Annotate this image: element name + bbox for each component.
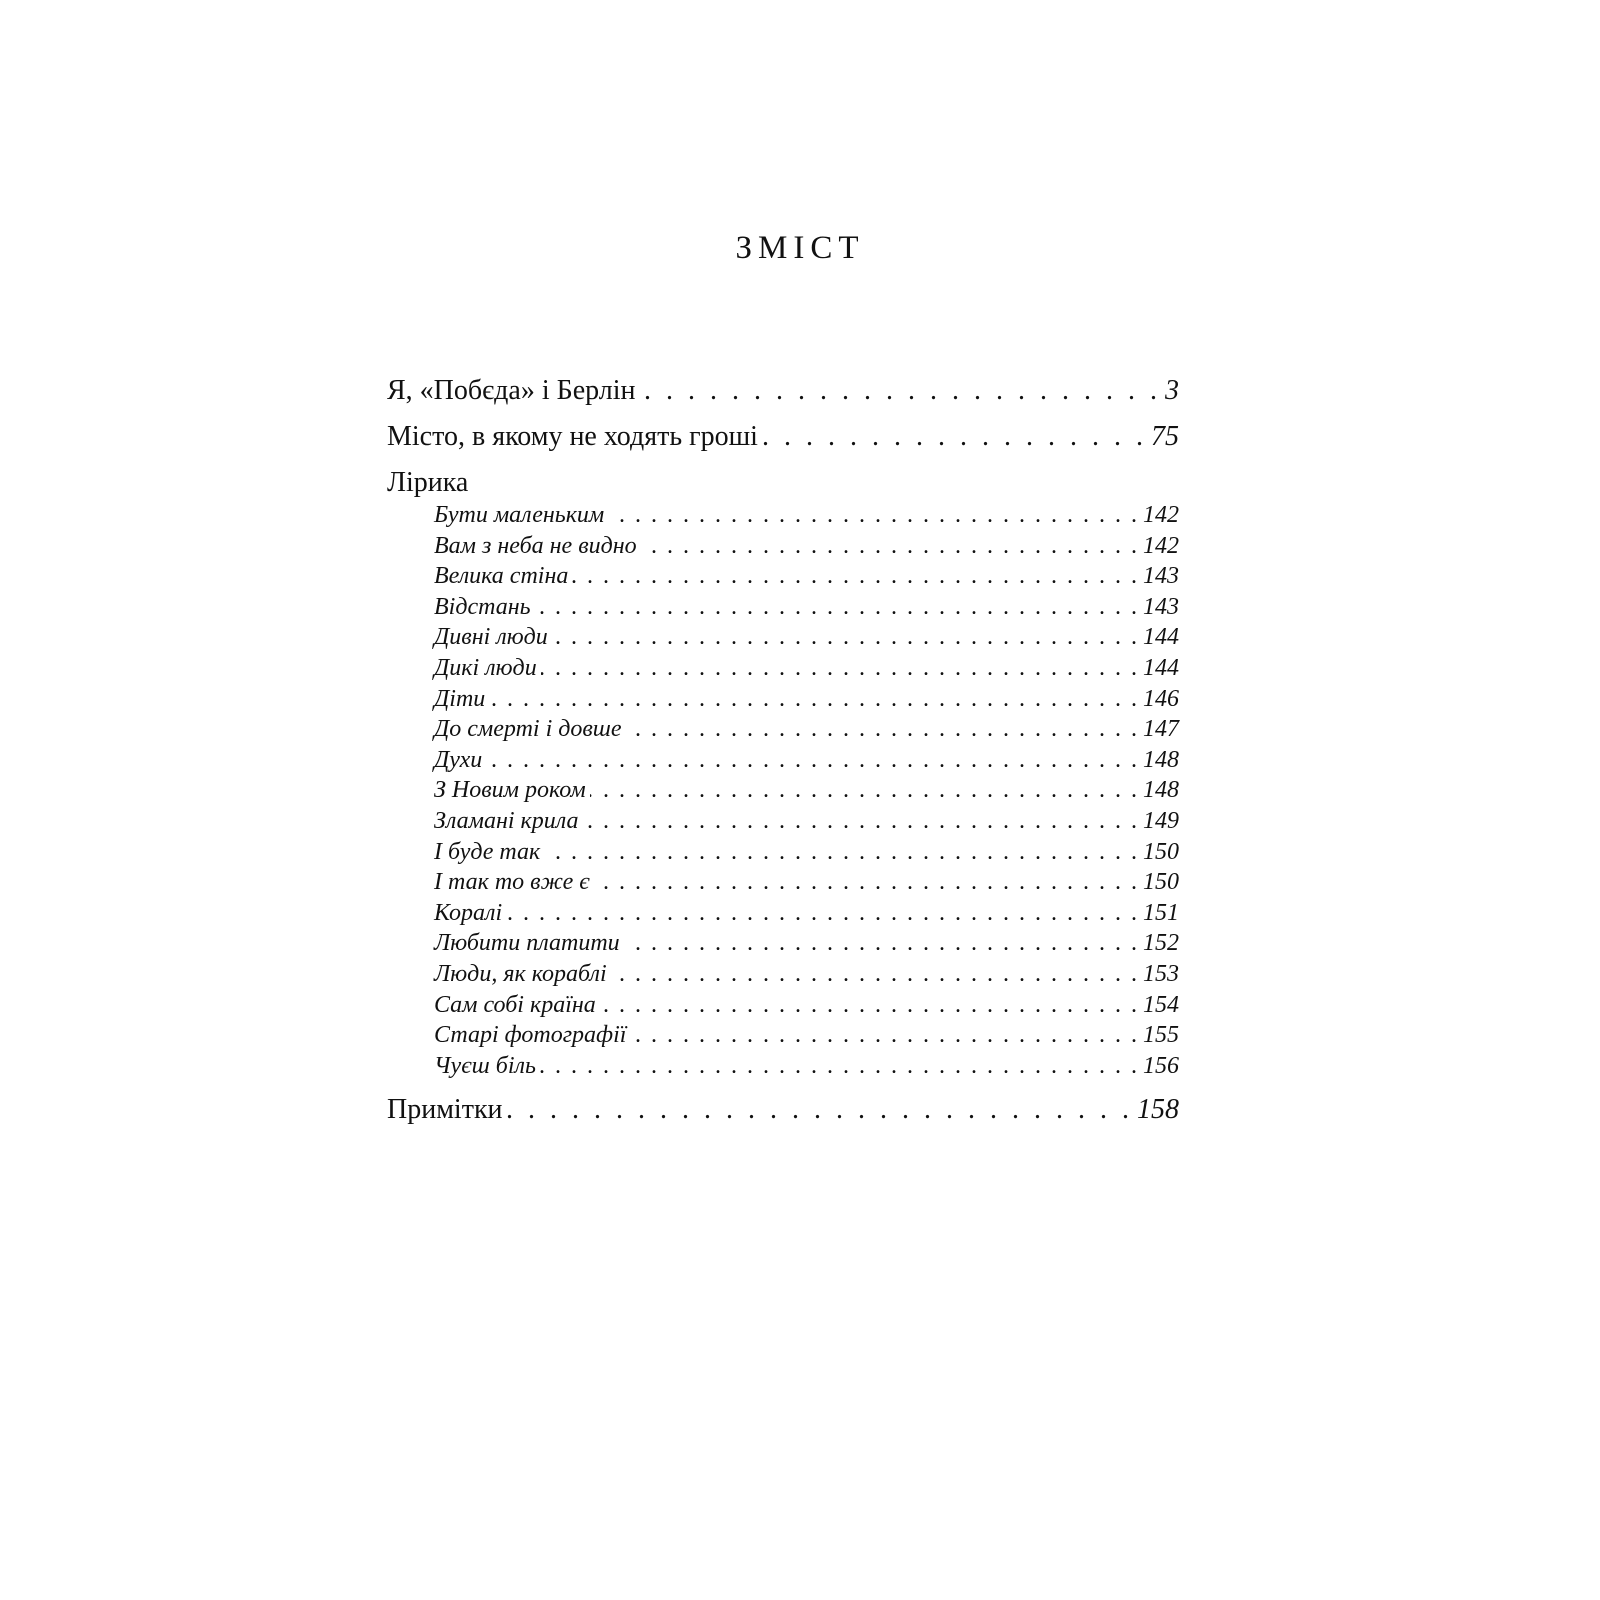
toc-subentry-title: З Новим роком <box>434 777 586 804</box>
dot-leader <box>489 684 1139 715</box>
toc-subentry-title: Коралі <box>434 899 503 926</box>
toc-subentry-page: 144 <box>1143 654 1179 681</box>
toc-subentry-list <box>387 500 1179 1081</box>
toc-subentry-title: Старі фотографії <box>434 1022 627 1049</box>
toc-subentry[interactable] <box>387 837 1179 868</box>
toc-subentry-title: Відстань <box>434 593 531 620</box>
toc-entry-title: Місто, в якому не ходять гроші <box>387 421 758 452</box>
dot-leader <box>594 867 1139 898</box>
dot-leader <box>641 531 1139 562</box>
dot-leader <box>507 1093 1133 1127</box>
toc-entry[interactable] <box>387 1093 1179 1127</box>
toc-subentry-page: 152 <box>1143 930 1179 957</box>
toc-subentry[interactable] <box>387 684 1179 715</box>
toc-subentry-page: 143 <box>1143 593 1179 620</box>
toc-subentry-page: 142 <box>1143 532 1179 559</box>
dot-leader <box>640 374 1162 408</box>
toc-subentry-title: Зламані крила <box>434 807 579 834</box>
toc-subentry-title: Діти <box>434 685 486 712</box>
toc-entry-title: Я, «Побєда» і Берлін <box>387 375 636 406</box>
dot-leader <box>583 806 1139 837</box>
toc-entry[interactable] <box>387 420 1179 454</box>
dot-leader <box>486 745 1139 776</box>
toc-subentry[interactable] <box>387 898 1179 929</box>
toc-subentry-page: 146 <box>1143 685 1179 712</box>
toc-subentry-title: Велика стіна <box>434 563 569 590</box>
dot-leader <box>624 928 1139 959</box>
toc-subentry-title: Бути маленьким <box>434 502 605 528</box>
table-of-contents <box>387 374 1179 1127</box>
toc-subentry-page: 154 <box>1143 991 1179 1018</box>
toc-subentry[interactable] <box>387 653 1179 684</box>
toc-subentry[interactable] <box>387 928 1179 959</box>
toc-subentry[interactable] <box>387 622 1179 653</box>
toc-subentry-page: 148 <box>1143 777 1179 804</box>
dot-leader <box>544 837 1139 868</box>
toc-subentry[interactable] <box>387 959 1179 990</box>
dot-leader <box>600 990 1139 1021</box>
dot-leader <box>552 622 1139 653</box>
dot-leader <box>540 1051 1139 1082</box>
toc-subentry-page: 144 <box>1143 624 1179 651</box>
toc-subentry-title: Чуєш біль <box>434 1052 536 1079</box>
toc-subentry-page: 149 <box>1143 807 1179 834</box>
toc-subentry[interactable] <box>387 500 1179 531</box>
toc-subentry[interactable] <box>387 990 1179 1021</box>
dot-leader <box>626 714 1139 745</box>
dot-leader <box>590 775 1139 806</box>
toc-subentry-page: 147 <box>1143 716 1179 743</box>
toc-subentry-page: 150 <box>1143 869 1179 896</box>
toc-subentry-page: 153 <box>1143 960 1179 987</box>
dot-leader <box>535 592 1139 623</box>
toc-subentry-title: До смерті і довше <box>434 716 622 743</box>
toc-subentry-title: Дикі люди <box>434 654 537 681</box>
toc-subentry[interactable] <box>387 531 1179 562</box>
toc-subentry-title: Люди, як кораблі <box>434 960 607 987</box>
toc-subentry-title: Вам з неба не видно <box>434 532 637 559</box>
toc-entry-page: 3 <box>1165 375 1179 406</box>
toc-subentry-page: 143 <box>1143 563 1179 590</box>
toc-subentry[interactable] <box>387 775 1179 806</box>
toc-entry-page: 75 <box>1151 421 1179 452</box>
dot-leader <box>506 898 1139 929</box>
toc-subentry[interactable] <box>387 1051 1179 1082</box>
toc-subentry-page: 150 <box>1143 838 1179 865</box>
toc-subentry[interactable] <box>387 745 1179 776</box>
toc-subentry[interactable] <box>387 1020 1179 1051</box>
toc-subentry-title: Сам собі країна <box>434 991 596 1018</box>
toc-subentry-title: Дивні люди <box>434 624 548 651</box>
toc-entry-title: Примітки <box>387 1094 503 1126</box>
toc-entry-page: 158 <box>1137 1094 1179 1126</box>
dot-leader <box>611 959 1139 990</box>
toc-subentry-page: 142 <box>1143 502 1179 528</box>
toc-section-heading: Лірика <box>387 467 469 498</box>
dot-leader <box>572 561 1139 592</box>
toc-subentry[interactable] <box>387 561 1179 592</box>
toc-subentry-page: 148 <box>1143 746 1179 773</box>
toc-subentry[interactable] <box>387 714 1179 745</box>
toc-subentry-title: Любити платити <box>434 930 620 957</box>
page-title: ЗМІСТ <box>735 230 865 266</box>
toc-subentry[interactable] <box>387 806 1179 837</box>
toc-subentry-page: 156 <box>1143 1052 1179 1079</box>
dot-leader <box>541 653 1139 684</box>
toc-subentry-title: І буде так <box>434 838 541 865</box>
toc-subentry-title: І так то вже є <box>434 869 590 896</box>
toc-entry[interactable] <box>387 374 1179 408</box>
toc-subentry[interactable] <box>387 592 1179 623</box>
toc-subentry[interactable] <box>387 867 1179 898</box>
dot-leader <box>608 500 1139 531</box>
toc-subentry-title: Духи <box>434 746 483 773</box>
toc-subentry-page: 151 <box>1143 899 1179 926</box>
dot-leader <box>762 420 1147 454</box>
toc-subentry-page: 155 <box>1143 1022 1179 1049</box>
dot-leader <box>630 1020 1139 1051</box>
